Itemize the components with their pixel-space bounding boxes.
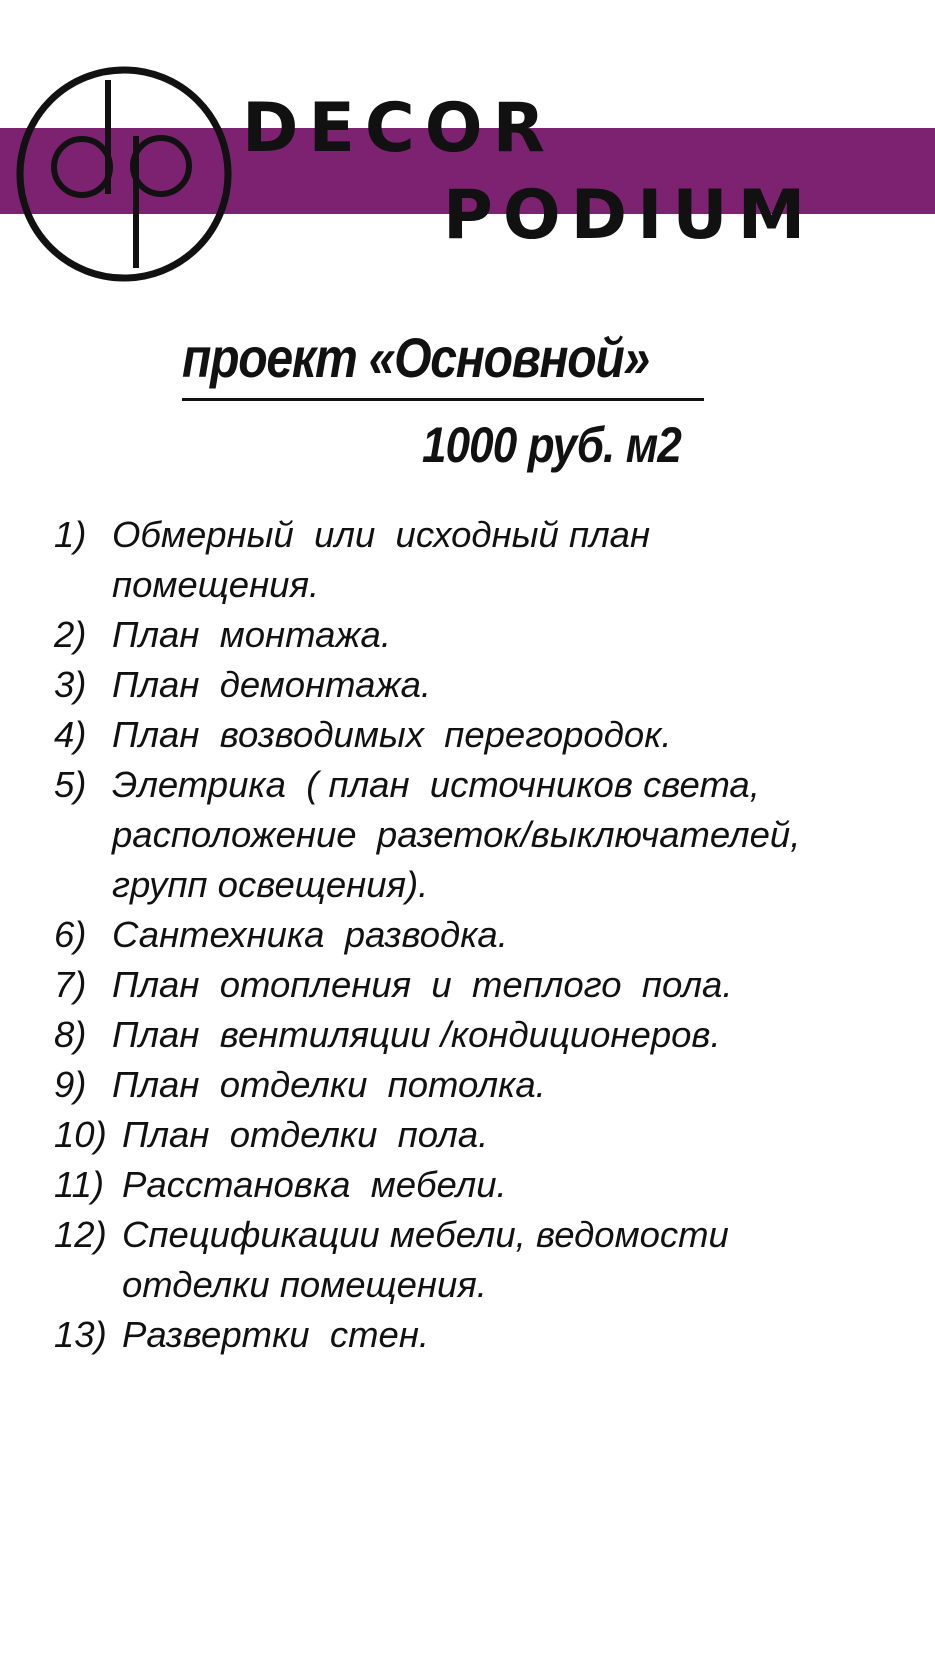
list-item-text: Расстановка мебели.	[122, 1164, 507, 1205]
list-item	[54, 1010, 914, 1060]
list-item	[54, 960, 914, 1010]
dp-monogram-logo	[12, 62, 236, 286]
title-underline	[182, 398, 704, 401]
list-item-number: 13)	[54, 1314, 107, 1355]
list-item-number: 10)	[54, 1114, 107, 1155]
list-item-number: 11)	[54, 1164, 105, 1205]
list-item-text: Развертки стен.	[122, 1314, 430, 1355]
list-item-number: 1)	[54, 514, 87, 555]
list-item	[54, 660, 914, 710]
list-item-text: Сантехника разводка.	[112, 914, 508, 955]
list-item-text: План монтажа.	[112, 614, 391, 655]
list-item-text: План отделки пола.	[122, 1114, 489, 1155]
list-item-text: План демонтажа.	[112, 664, 432, 705]
list-item	[54, 1160, 914, 1210]
list-item-number: 5)	[54, 764, 87, 805]
list-item-number: 12)	[54, 1214, 107, 1255]
list-item-number: 7)	[54, 964, 87, 1005]
list-item-number: 9)	[54, 1064, 87, 1105]
list-item-text: Элетрика ( план источников света, расположение разеток/выключателей, групп освещения).	[112, 764, 801, 905]
list-item-text: Спецификации мебели, ведомости отделки помещения.	[122, 1214, 729, 1305]
list-item	[54, 710, 914, 760]
list-item-number: 8)	[54, 1014, 87, 1055]
list-item-text: План возводимых перегородок.	[112, 714, 672, 755]
list-item-text: План отопления и теплого пола.	[112, 964, 733, 1005]
list-item	[54, 910, 914, 960]
list-item-number: 6)	[54, 914, 87, 955]
list-item	[54, 1310, 914, 1360]
list-item	[54, 1060, 914, 1110]
list-item	[54, 1110, 914, 1160]
project-price: 1000 руб. м2	[422, 417, 682, 473]
list-item	[54, 1210, 914, 1310]
list-item	[54, 510, 914, 610]
brand-word-decor: DECOR	[242, 89, 555, 168]
brand-word-podium: PODIUM	[443, 176, 816, 255]
project-title: проект «Основной»	[182, 326, 650, 389]
work-list	[54, 510, 914, 1360]
list-item-text: Обмерный или исходный план помещения.	[112, 514, 651, 605]
list-item-text: План вентиляции /кондиционеров.	[112, 1014, 721, 1055]
list-item-text: План отделки потолка.	[112, 1064, 546, 1105]
list-item	[54, 610, 914, 660]
list-item-number: 4)	[54, 714, 87, 755]
list-item-number: 3)	[54, 664, 87, 705]
list-item	[54, 760, 914, 910]
list-item-number: 2)	[54, 614, 87, 655]
